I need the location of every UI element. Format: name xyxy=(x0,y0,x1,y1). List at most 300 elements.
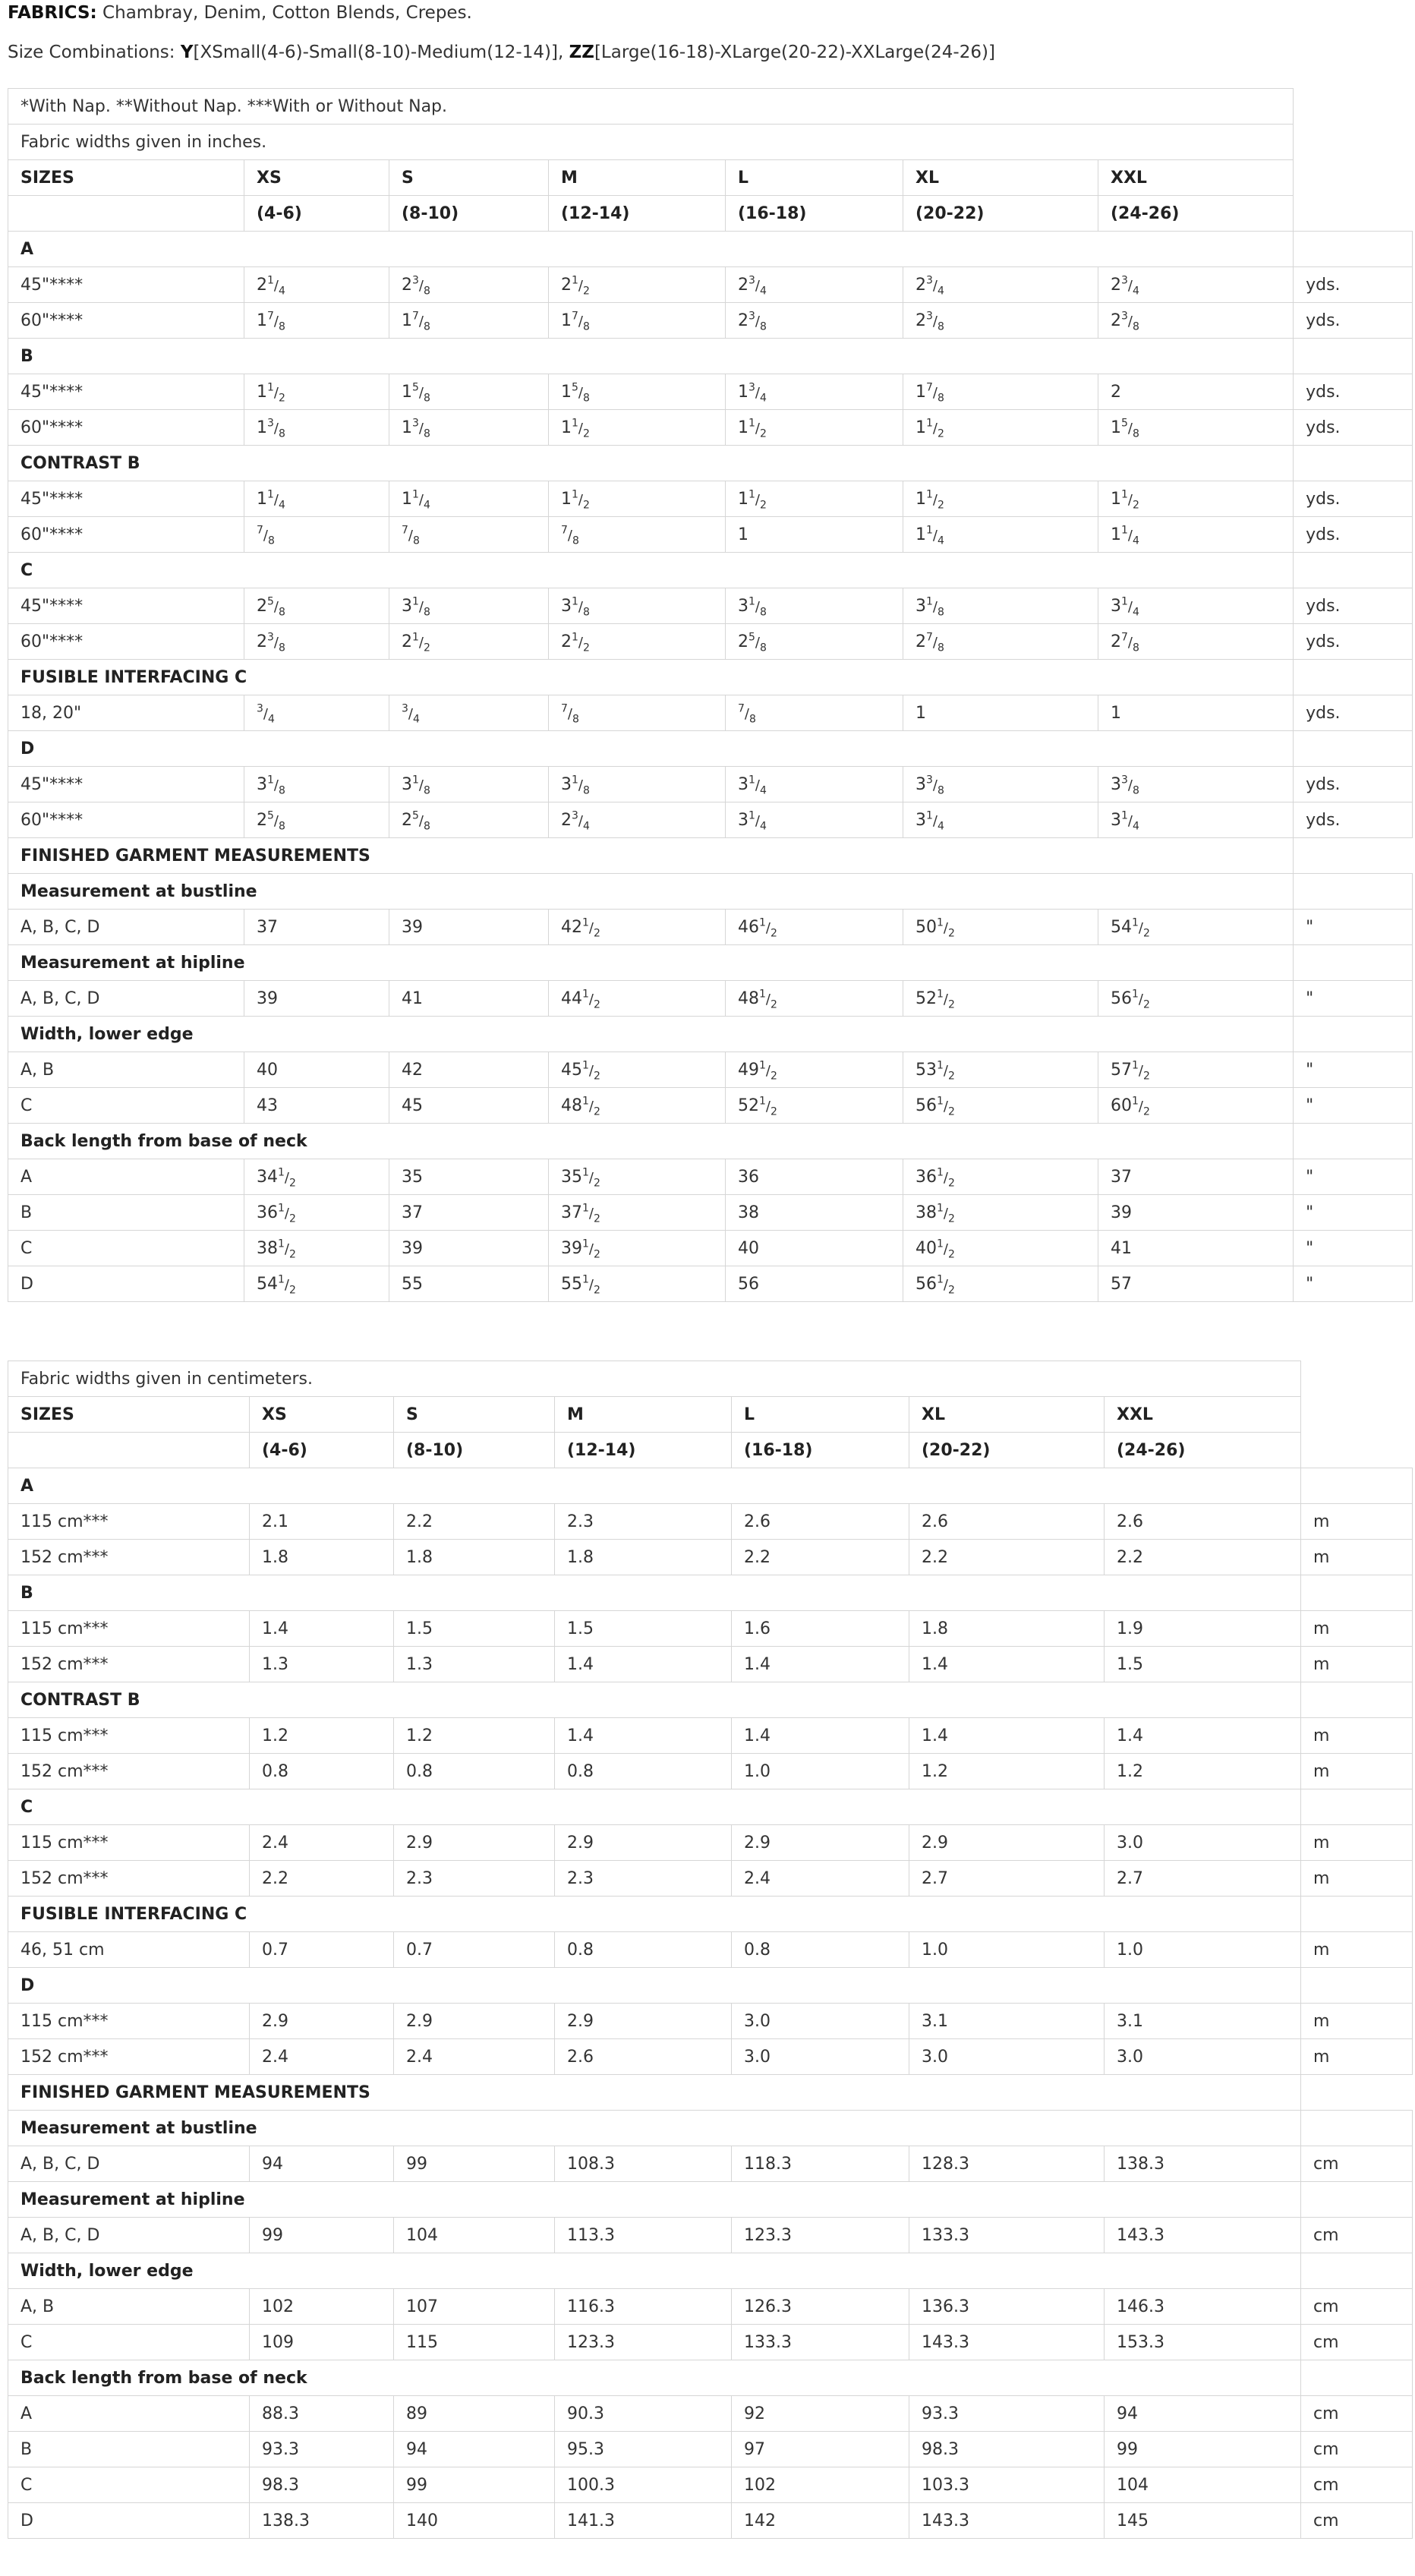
fraction-value: $3^1/_4$ xyxy=(738,774,767,796)
empty-cell xyxy=(1301,1789,1413,1825)
fraction-value: $38^1/_2$ xyxy=(915,1202,955,1225)
row-label: C xyxy=(8,1088,244,1124)
size-range: (24-26) xyxy=(1105,1433,1301,1468)
size-value xyxy=(1098,588,1294,624)
empty-cell xyxy=(1294,196,1413,232)
unit-cell: yds. xyxy=(1294,374,1413,410)
size-range: (16-18) xyxy=(726,196,903,232)
finished-measurements-title-row xyxy=(8,838,1413,874)
size-value: 2.2 xyxy=(909,1540,1105,1575)
size-value xyxy=(549,624,726,660)
size-value: 0.7 xyxy=(394,1932,555,1968)
size-value xyxy=(389,588,549,624)
size-value: 40 xyxy=(726,1231,903,1266)
size-value: 56 xyxy=(726,1266,903,1302)
size-value xyxy=(549,481,726,517)
size-value xyxy=(726,695,903,731)
size-value: 123.3 xyxy=(555,2325,732,2360)
empty-cell xyxy=(1301,1433,1413,1468)
table-row xyxy=(8,410,1413,446)
table-row xyxy=(8,303,1413,339)
fraction-value: $2^7/_8$ xyxy=(915,631,944,654)
size-name: XL xyxy=(903,160,1098,196)
table-row xyxy=(8,2503,1413,2539)
size-name: S xyxy=(394,1397,555,1433)
fraction-value: $1^1/_4$ xyxy=(1111,524,1139,547)
section-heading: Width, lower edge xyxy=(8,1017,1294,1052)
size-value: 100.3 xyxy=(555,2467,732,2503)
size-range: (8-10) xyxy=(394,1433,555,1468)
section-heading: D xyxy=(8,731,1294,767)
size-value xyxy=(903,588,1098,624)
fraction-value: $3^1/_4$ xyxy=(1111,595,1139,618)
table-row xyxy=(8,1540,1413,1575)
size-range: (24-26) xyxy=(1098,196,1294,232)
fraction-value: $2^3/_8$ xyxy=(915,310,944,333)
section-heading: Measurement at hipline xyxy=(8,2182,1301,2218)
size-value: 94 xyxy=(394,2432,555,2467)
section-heading-row xyxy=(8,1682,1413,1718)
size-value: 1.0 xyxy=(909,1932,1105,1968)
row-label: A, B, C, D xyxy=(8,981,244,1017)
size-value: 3.0 xyxy=(1105,2039,1301,2075)
size-value: 99 xyxy=(394,2467,555,2503)
size-value: 146.3 xyxy=(1105,2289,1301,2325)
size-range: (4-6) xyxy=(250,1433,394,1468)
size-value: 55 xyxy=(389,1266,549,1302)
size-value xyxy=(549,1088,726,1124)
size-value xyxy=(903,374,1098,410)
size-value: 3.0 xyxy=(1105,1825,1301,1861)
section-heading: CONTRAST B xyxy=(8,1682,1301,1718)
size-value: 2.7 xyxy=(909,1861,1105,1897)
unit-cell: cm xyxy=(1301,2218,1413,2253)
section-heading: C xyxy=(8,553,1294,588)
fraction-value: $2^1/_4$ xyxy=(257,274,285,297)
size-name: L xyxy=(732,1397,909,1433)
fraction-value: $1^5/_8$ xyxy=(402,381,430,404)
unit-cell: " xyxy=(1294,910,1413,945)
size-value xyxy=(726,1088,903,1124)
size-value: 118.3 xyxy=(732,2146,909,2182)
size-value xyxy=(903,1159,1098,1195)
size-value: 2.9 xyxy=(909,1825,1105,1861)
size-value: 1.4 xyxy=(250,1611,394,1647)
size-value xyxy=(903,1052,1098,1088)
size-value xyxy=(549,802,726,838)
section-heading-row xyxy=(8,232,1413,267)
unit-cell: cm xyxy=(1301,2503,1413,2539)
size-value xyxy=(903,910,1098,945)
size-value xyxy=(1098,1088,1294,1124)
size-range-row xyxy=(8,1433,1413,1468)
empty-cell xyxy=(1294,838,1413,874)
table-row xyxy=(8,2218,1413,2253)
row-label: 115 cm*** xyxy=(8,1718,250,1754)
size-value: 2.1 xyxy=(250,1504,394,1540)
size-range: (4-6) xyxy=(244,196,389,232)
size-combinations-line xyxy=(8,43,995,62)
empty-cell xyxy=(1294,1017,1413,1052)
table-row xyxy=(8,2146,1413,2182)
size-value: 138.3 xyxy=(1105,2146,1301,2182)
row-label: 60"**** xyxy=(8,802,244,838)
empty-cell xyxy=(1294,874,1413,910)
size-value xyxy=(244,517,389,553)
fabrics-label: FABRICS: xyxy=(8,3,97,23)
fraction-value: $38^1/_2$ xyxy=(257,1238,296,1260)
fraction-value: $1^1/_4$ xyxy=(257,488,285,511)
unit-cell: cm xyxy=(1301,2325,1413,2360)
fraction-value: $37^1/_2$ xyxy=(561,1202,600,1225)
fraction-value: $56^1/_2$ xyxy=(915,1095,955,1118)
size-value xyxy=(726,981,903,1017)
size-value xyxy=(903,1266,1098,1302)
size-value xyxy=(389,695,549,731)
row-label: 152 cm*** xyxy=(8,1540,250,1575)
size-name: XS xyxy=(250,1397,394,1433)
row-label: A xyxy=(8,2396,250,2432)
table-row xyxy=(8,1231,1413,1266)
fraction-value: $1^1/_2$ xyxy=(257,381,285,404)
size-value: 133.3 xyxy=(909,2218,1105,2253)
unit-cell: " xyxy=(1294,1052,1413,1088)
size-value xyxy=(903,481,1098,517)
fraction-value: $52^1/_2$ xyxy=(738,1095,777,1118)
empty-cell xyxy=(1294,232,1413,267)
fraction-value: $3^1/_8$ xyxy=(915,595,944,618)
size-value: 142 xyxy=(732,2503,909,2539)
size-value: 1 xyxy=(726,517,903,553)
size-value: 2.9 xyxy=(394,1825,555,1861)
unit-cell: yds. xyxy=(1294,588,1413,624)
fraction-value: $3^1/_8$ xyxy=(402,774,430,796)
size-value xyxy=(549,374,726,410)
size-name: M xyxy=(549,160,726,196)
size-value xyxy=(549,588,726,624)
unit-cell: m xyxy=(1301,1932,1413,1968)
size-value xyxy=(903,624,1098,660)
section-heading-row xyxy=(8,1575,1413,1611)
unit-cell: " xyxy=(1294,1231,1413,1266)
finished-measurements-title-row xyxy=(8,2075,1413,2111)
row-label: A xyxy=(8,1159,244,1195)
empty-cell xyxy=(1301,2075,1413,2111)
row-label: B xyxy=(8,2432,250,2467)
fraction-value: $^7/_8$ xyxy=(738,702,756,725)
row-label: A, B, C, D xyxy=(8,910,244,945)
size-name: L xyxy=(726,160,903,196)
size-value: 1.5 xyxy=(394,1611,555,1647)
fraction-value: $1^1/_4$ xyxy=(915,524,944,547)
size-value xyxy=(549,910,726,945)
fraction-value: $2^1/_2$ xyxy=(561,631,590,654)
size-value: 3.1 xyxy=(1105,2004,1301,2039)
empty-cell xyxy=(8,196,244,232)
size-value xyxy=(903,1195,1098,1231)
size-value: 1.4 xyxy=(555,1718,732,1754)
fraction-value: $1^3/_4$ xyxy=(738,381,767,404)
size-value: 2.2 xyxy=(394,1504,555,1540)
size-value: 1.3 xyxy=(250,1647,394,1682)
row-label: 45"**** xyxy=(8,767,244,802)
size-range: (20-22) xyxy=(909,1433,1105,1468)
size-value xyxy=(389,374,549,410)
size-value xyxy=(389,767,549,802)
fraction-value: $40^1/_2$ xyxy=(915,1238,955,1260)
unit-cell: " xyxy=(1294,1195,1413,1231)
zz-value: [Large(16-18)-XLarge(20-22)-XXLarge(24-26)] xyxy=(594,43,995,62)
fraction-value: $2^3/_4$ xyxy=(561,809,590,832)
size-value: 42 xyxy=(389,1052,549,1088)
size-name: M xyxy=(555,1397,732,1433)
table-row xyxy=(8,588,1413,624)
fraction-value: $34^1/_2$ xyxy=(257,1166,296,1189)
row-label: 45"**** xyxy=(8,374,244,410)
table-row xyxy=(8,767,1413,802)
size-value: 1.8 xyxy=(555,1540,732,1575)
size-value: 143.3 xyxy=(1105,2218,1301,2253)
fraction-value: $3^3/_8$ xyxy=(1111,774,1139,796)
size-value xyxy=(1098,802,1294,838)
size-value xyxy=(726,1052,903,1088)
size-value: 37 xyxy=(389,1195,549,1231)
sizes-label: SIZES xyxy=(8,1397,250,1433)
size-value: 38 xyxy=(726,1195,903,1231)
table-row xyxy=(8,2325,1413,2360)
size-value: 1.4 xyxy=(555,1647,732,1682)
fraction-value: $2^1/_2$ xyxy=(402,631,430,654)
fraction-value: $46^1/_2$ xyxy=(738,916,777,939)
size-value: 2.3 xyxy=(555,1504,732,1540)
row-label: C xyxy=(8,2467,250,2503)
table-row xyxy=(8,695,1413,731)
size-value xyxy=(389,267,549,303)
size-value: 1 xyxy=(903,695,1098,731)
section-heading: Width, lower edge xyxy=(8,2253,1301,2289)
size-value: 1.8 xyxy=(909,1611,1105,1647)
size-value: 90.3 xyxy=(555,2396,732,2432)
fraction-value: $^3/_4$ xyxy=(402,702,420,725)
size-value: 92 xyxy=(732,2396,909,2432)
size-value: 136.3 xyxy=(909,2289,1105,2325)
fraction-value: $55^1/_2$ xyxy=(561,1273,600,1296)
size-value xyxy=(549,410,726,446)
empty-cell xyxy=(1294,945,1413,981)
empty-cell xyxy=(1294,160,1413,196)
fabrics-value: Chambray, Denim, Cotton Blends, Crepes. xyxy=(96,3,472,23)
unit-cell: yds. xyxy=(1294,802,1413,838)
unit-cell: m xyxy=(1301,1504,1413,1540)
row-label: 60"**** xyxy=(8,624,244,660)
size-value xyxy=(549,695,726,731)
unit-cell: m xyxy=(1301,1861,1413,1897)
table-row xyxy=(8,2432,1413,2467)
size-value xyxy=(549,517,726,553)
size-value: 2.3 xyxy=(394,1861,555,1897)
size-range: (8-10) xyxy=(389,196,549,232)
row-label: C xyxy=(8,2325,250,2360)
fraction-value: $57^1/_2$ xyxy=(1111,1059,1150,1082)
fraction-value: $3^1/_8$ xyxy=(257,774,285,796)
unit-cell: yds. xyxy=(1294,481,1413,517)
size-value: 1.4 xyxy=(732,1718,909,1754)
size-value xyxy=(903,1088,1098,1124)
size-value: 2.4 xyxy=(732,1861,909,1897)
fraction-value: $36^1/_2$ xyxy=(915,1166,955,1189)
unit-cell: yds. xyxy=(1294,517,1413,553)
size-value xyxy=(549,267,726,303)
size-value xyxy=(549,1231,726,1266)
fraction-value: $^7/_8$ xyxy=(561,702,579,725)
size-value: 1.8 xyxy=(394,1540,555,1575)
size-value: 115 xyxy=(394,2325,555,2360)
size-range: (12-14) xyxy=(555,1433,732,1468)
section-heading: D xyxy=(8,1968,1301,2004)
size-value: 102 xyxy=(732,2467,909,2503)
section-heading-row xyxy=(8,2253,1413,2289)
size-value xyxy=(903,1231,1098,1266)
fraction-value: $1^1/_2$ xyxy=(915,488,944,511)
table-row xyxy=(8,1159,1413,1195)
empty-cell xyxy=(1294,125,1413,160)
fraction-value: $52^1/_2$ xyxy=(915,988,955,1011)
unit-cell: yds. xyxy=(1294,624,1413,660)
nap-note-row xyxy=(8,89,1413,125)
size-value: 2.6 xyxy=(732,1504,909,1540)
section-heading-row xyxy=(8,1468,1413,1504)
y-value: [XSmall(4-6)-Small(8-10)-Medium(12-14)], xyxy=(193,43,569,62)
size-value: 113.3 xyxy=(555,2218,732,2253)
size-value xyxy=(1098,910,1294,945)
fabrics-line xyxy=(8,3,472,23)
size-value: 2.9 xyxy=(555,2004,732,2039)
size-value: 0.8 xyxy=(555,1932,732,1968)
size-name: S xyxy=(389,160,549,196)
size-value xyxy=(244,481,389,517)
empty-cell xyxy=(1301,2111,1413,2146)
unit-cell: " xyxy=(1294,1088,1413,1124)
unit-cell: yds. xyxy=(1294,695,1413,731)
fraction-value: $39^1/_2$ xyxy=(561,1238,600,1260)
row-label: 60"**** xyxy=(8,410,244,446)
size-value xyxy=(903,410,1098,446)
size-value: 95.3 xyxy=(555,2432,732,2467)
size-value xyxy=(549,303,726,339)
sizes-label: SIZES xyxy=(8,160,244,196)
size-range: (20-22) xyxy=(903,196,1098,232)
size-value: 0.8 xyxy=(250,1754,394,1789)
size-range-row xyxy=(8,196,1413,232)
size-value xyxy=(389,303,549,339)
empty-cell xyxy=(1294,339,1413,374)
section-heading: Measurement at bustline xyxy=(8,874,1294,910)
fraction-value: $2^3/_8$ xyxy=(402,274,430,297)
row-label: 152 cm*** xyxy=(8,2039,250,2075)
row-label: A, B xyxy=(8,2289,250,2325)
size-value: 43 xyxy=(244,1088,389,1124)
row-label: 46, 51 cm xyxy=(8,1932,250,1968)
empty-cell xyxy=(1294,89,1413,125)
fraction-value: $3^1/_4$ xyxy=(915,809,944,832)
fraction-value: $2^3/_4$ xyxy=(1111,274,1139,297)
fraction-value: $1^3/_8$ xyxy=(257,417,285,440)
size-value: 41 xyxy=(1098,1231,1294,1266)
size-value xyxy=(1098,410,1294,446)
size-value: 94 xyxy=(250,2146,394,2182)
size-value: 1.0 xyxy=(1105,1932,1301,1968)
size-value: 3.0 xyxy=(909,2039,1105,2075)
unit-cell: yds. xyxy=(1294,267,1413,303)
size-value xyxy=(244,410,389,446)
size-value: 128.3 xyxy=(909,2146,1105,2182)
size-value xyxy=(1098,481,1294,517)
size-value xyxy=(244,1159,389,1195)
size-value xyxy=(549,1052,726,1088)
section-heading-row xyxy=(8,874,1413,910)
unit-cell: cm xyxy=(1301,2467,1413,2503)
size-value: 39 xyxy=(244,981,389,1017)
size-value: 98.3 xyxy=(250,2467,394,2503)
size-value: 1.3 xyxy=(394,1647,555,1682)
row-label: 115 cm*** xyxy=(8,2004,250,2039)
size-value xyxy=(903,802,1098,838)
size-value: 102 xyxy=(250,2289,394,2325)
fraction-value: $^7/_8$ xyxy=(561,524,579,547)
table-row xyxy=(8,2289,1413,2325)
section-heading-row xyxy=(8,1897,1413,1932)
fraction-value: $1^5/_8$ xyxy=(561,381,590,404)
section-heading: B xyxy=(8,339,1294,374)
empty-cell xyxy=(1301,1575,1413,1611)
size-value xyxy=(244,802,389,838)
size-value: 116.3 xyxy=(555,2289,732,2325)
size-value: 1.5 xyxy=(1105,1647,1301,1682)
fraction-value: $3^1/_4$ xyxy=(738,809,767,832)
size-value xyxy=(726,374,903,410)
size-value: 2.4 xyxy=(250,1825,394,1861)
fraction-value: $1^1/_2$ xyxy=(1111,488,1139,511)
size-value: 2.7 xyxy=(1105,1861,1301,1897)
section-heading: Back length from base of neck xyxy=(8,2360,1301,2396)
fraction-value: $56^1/_2$ xyxy=(915,1273,955,1296)
size-value: 3.0 xyxy=(732,2004,909,2039)
fraction-value: $2^5/_8$ xyxy=(257,809,285,832)
size-value: 1.2 xyxy=(1105,1754,1301,1789)
size-value: 36 xyxy=(726,1159,903,1195)
section-heading-row xyxy=(8,339,1413,374)
empty-cell xyxy=(1301,1897,1413,1932)
empty-cell xyxy=(1301,1361,1413,1397)
fraction-value: $3^1/_8$ xyxy=(738,595,767,618)
size-value: 0.8 xyxy=(555,1754,732,1789)
empty-cell xyxy=(1301,2253,1413,2289)
fraction-value: $1^1/_2$ xyxy=(561,417,590,440)
row-label: 45"**** xyxy=(8,267,244,303)
empty-cell xyxy=(8,1433,250,1468)
fraction-value: $3^1/_8$ xyxy=(561,774,590,796)
size-value xyxy=(549,1159,726,1195)
size-value: 57 xyxy=(1098,1266,1294,1302)
size-value: 99 xyxy=(1105,2432,1301,2467)
size-value xyxy=(1098,981,1294,1017)
size-value xyxy=(726,588,903,624)
section-heading-row xyxy=(8,1017,1413,1052)
size-value xyxy=(244,1195,389,1231)
fraction-value: $^7/_8$ xyxy=(402,524,420,547)
size-value: 1.4 xyxy=(909,1647,1105,1682)
size-value: 45 xyxy=(389,1088,549,1124)
